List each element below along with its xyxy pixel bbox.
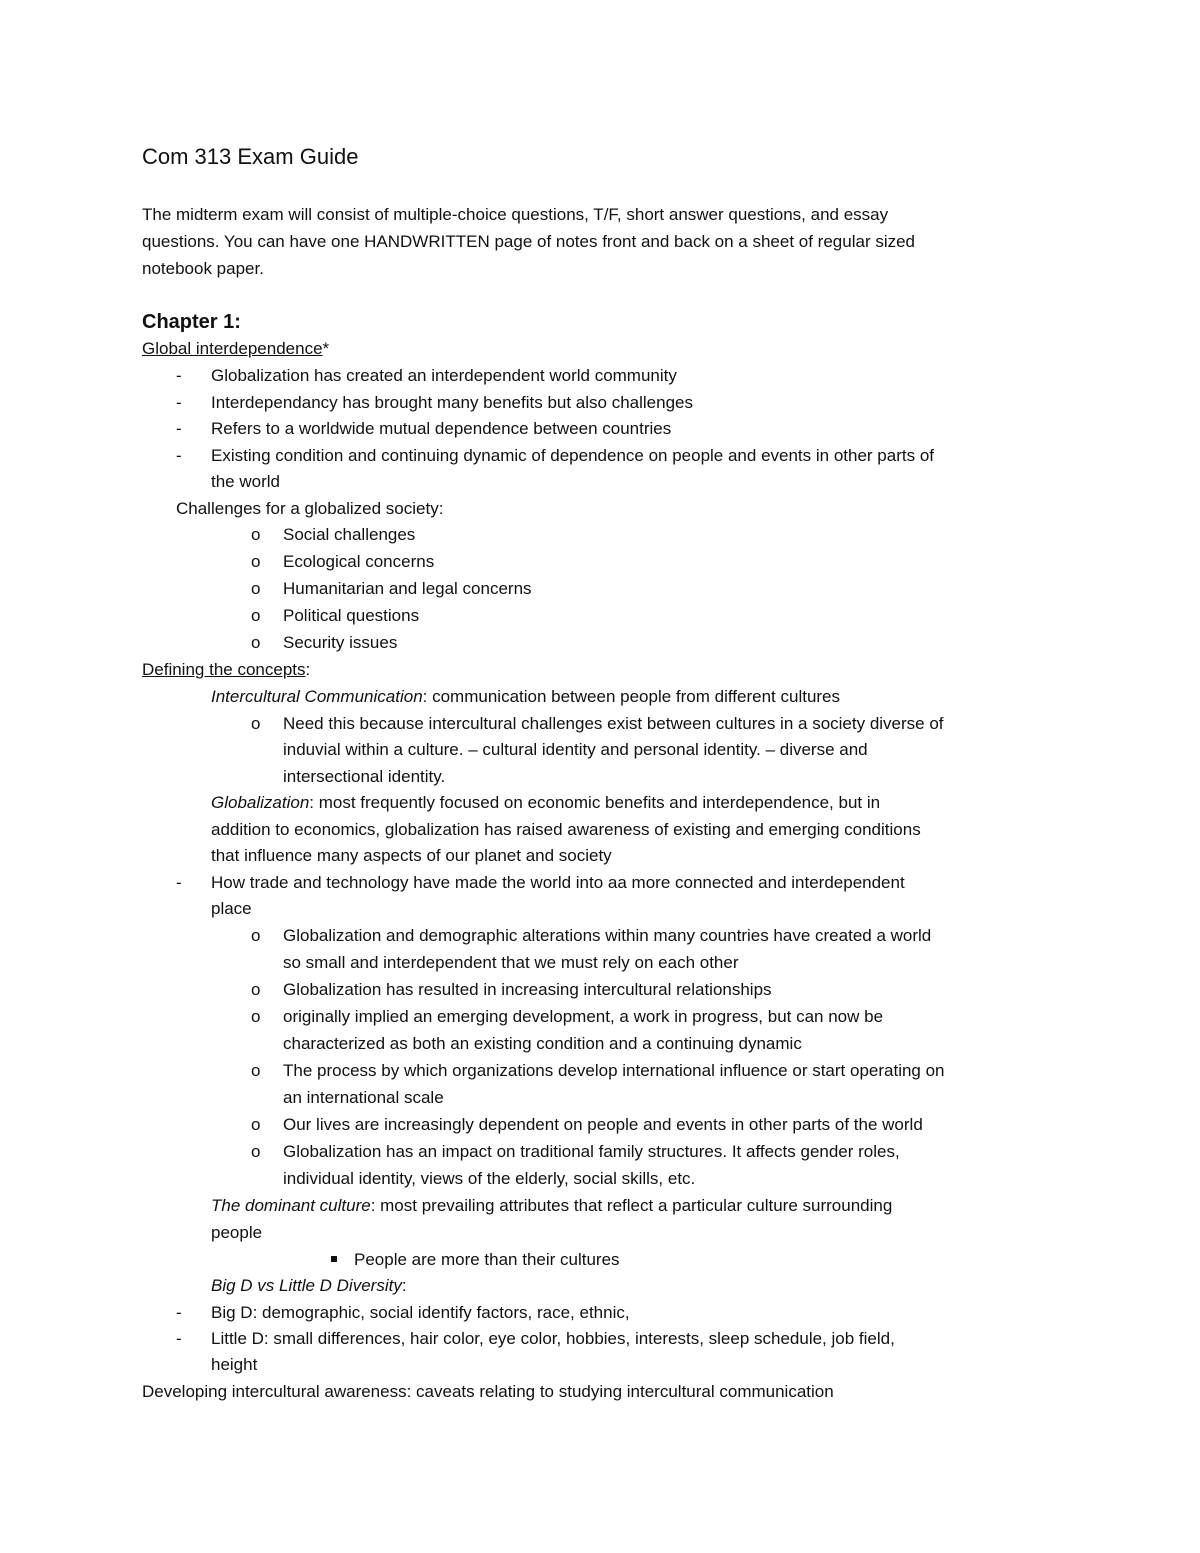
circle-bullet: o: [251, 606, 261, 625]
list-item-continuation: place: [211, 899, 252, 918]
list-item-continuation: height: [211, 1355, 258, 1374]
list-item: Big D: demographic, social identify factors, race, ethnic,: [211, 1303, 630, 1322]
circle-bullet: o: [251, 926, 261, 945]
term: Intercultural Communication: [211, 687, 423, 706]
definition-dominant-culture: [211, 1193, 892, 1219]
circle-bullet: o: [251, 552, 261, 571]
circle-bullet: o: [251, 525, 261, 544]
term: Big D vs Little D Diversity: [211, 1276, 402, 1295]
intro-line: questions. You can have one HANDWRITTEN page of notes front and back on a sheet of regular sized: [142, 232, 916, 251]
dash-bullet: -: [176, 1329, 182, 1348]
circle-bullet: o: [251, 633, 261, 652]
circle-bullet: o: [251, 579, 261, 598]
list-item: Our lives are increasingly dependent on people and events in other parts of the world: [283, 1115, 923, 1134]
section-heading-text: Global interdependence: [142, 339, 323, 358]
challenge-item: Humanitarian and legal concerns: [283, 579, 532, 598]
section-heading-defining-concepts: [142, 657, 310, 683]
document-title: Com 313 Exam Guide: [142, 144, 359, 169]
list-item: Globalization and demographic alterations within many countries have created a world: [283, 926, 932, 945]
circle-bullet: o: [251, 1115, 261, 1134]
developing-awareness-line: Developing intercultural awareness: caveats relating to studying intercultural communication: [142, 1382, 834, 1401]
list-item: Interdependancy has brought many benefits but also challenges: [211, 393, 693, 412]
dash-bullet: -: [176, 419, 182, 438]
list-item: originally implied an emerging development, a work in progress, but can now be: [283, 1007, 884, 1026]
asterisk: *: [322, 339, 330, 358]
circle-bullet: o: [251, 1142, 261, 1161]
square-bullet-icon: [331, 1256, 337, 1262]
challenges-heading: Challenges for a globalized society:: [176, 499, 444, 518]
chapter-heading: Chapter 1:: [142, 311, 241, 333]
circle-bullet: o: [251, 1007, 261, 1026]
definition-text: : most prevailing attributes that reflect a particular culture surrounding: [370, 1196, 893, 1215]
definition-text: : most frequently focused on economic benefits and interdependence, but in: [309, 793, 881, 812]
list-item-continuation: intersectional identity.: [283, 767, 446, 786]
list-item: Globalization has resulted in increasing intercultural relationships: [283, 980, 772, 999]
circle-bullet: o: [251, 980, 261, 999]
definition-continuation: that influence many aspects of our planet and society: [211, 846, 612, 865]
list-item: Need this because intercultural challenges exist between cultures in a society diverse of: [283, 714, 944, 733]
definition-continuation: people: [211, 1223, 263, 1242]
dash-bullet: -: [176, 873, 182, 892]
dash-bullet: -: [176, 393, 182, 412]
term: The dominant culture: [211, 1196, 371, 1215]
definition-globalization: [211, 790, 880, 816]
list-item-continuation: so small and interdependent that we must rely on each other: [283, 953, 739, 972]
list-item: Globalization has created an interdependent world community: [211, 366, 677, 385]
intro-paragraph: [142, 201, 1042, 282]
list-item: Little D: small differences, hair color, eye color, hobbies, interests, sleep schedule, job field,: [211, 1329, 895, 1348]
list-item-continuation: the world: [211, 472, 280, 491]
definition-continuation: addition to economics, globalization has raised awareness of existing and emerging conditions: [211, 820, 921, 839]
list-item-continuation: an international scale: [283, 1088, 444, 1107]
dash-bullet: -: [176, 1303, 182, 1322]
definition-text: : communication between people from different cultures: [422, 687, 841, 706]
list-item: The process by which organizations develop international influence or start operating on: [283, 1061, 945, 1080]
list-item: People are more than their cultures: [354, 1250, 620, 1269]
section-heading-global-interdependence: [142, 336, 329, 362]
heading-colon: :: [401, 1276, 407, 1295]
section-heading-text: Defining the concepts: [142, 660, 306, 679]
list-item: How trade and technology have made the world into aa more connected and interdependent: [211, 873, 905, 892]
dash-bullet: -: [176, 366, 182, 385]
intro-line: notebook paper.: [142, 259, 264, 278]
term: Globalization: [211, 793, 310, 812]
list-item-continuation: individual identity, views of the elderly, social skills, etc.: [283, 1169, 696, 1188]
challenge-item: Political questions: [283, 606, 420, 625]
heading-colon: :: [305, 660, 311, 679]
circle-bullet: o: [251, 1061, 261, 1080]
list-item: Globalization has an impact on traditional family structures. It affects gender roles,: [283, 1142, 900, 1161]
circle-bullet: o: [251, 714, 261, 733]
list-item: Refers to a worldwide mutual dependence between countries: [211, 419, 672, 438]
list-item-continuation: induvial within a culture. – cultural identity and personal identity. – diverse and: [283, 740, 868, 759]
big-d-little-d-heading: [211, 1273, 407, 1299]
definition-intercultural-communication: [211, 684, 840, 710]
challenge-item: Social challenges: [283, 525, 416, 544]
dash-bullet: -: [176, 446, 182, 465]
list-item: Existing condition and continuing dynamic of dependence on people and events in other parts of: [211, 446, 934, 465]
list-item-continuation: characterized as both an existing condition and a continuing dynamic: [283, 1034, 802, 1053]
challenge-item: Security issues: [283, 633, 398, 652]
challenge-item: Ecological concerns: [283, 552, 435, 571]
intro-line: The midterm exam will consist of multiple-choice questions, T/F, short answer questions, and essay: [142, 205, 889, 224]
